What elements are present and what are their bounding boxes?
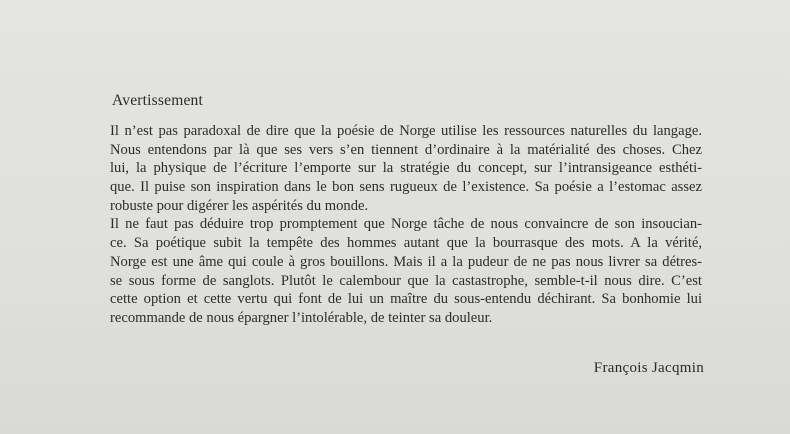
text-line: ce. Sa poétique subit la tempête des hommes autant que la bourrasque des mots. A la vérité, [110, 235, 702, 252]
page-title: Avertissement [112, 92, 203, 109]
text-line: Norge est une âme qui coule à gros bouillons. Mais il a la pudeur de ne pas nous livrer sa détres- [110, 253, 702, 270]
text-line: recommande de nous épargner l’intolérable, de teinter sa douleur. [110, 309, 493, 326]
text-line: Il n’est pas paradoxal de dire que la poésie de Norge utilise les ressources naturelles du langage. [110, 123, 702, 139]
text-line: se sous forme de sanglots. Plutôt le calembour que la castastrophe, semble-t-il nous dire. C’est [110, 272, 702, 289]
text-line: que. Il puise son inspiration dans le bon sens rugueux de l’existence. Sa poésie a l’estomac assez [110, 179, 702, 196]
body-text [110, 122, 710, 328]
text-line: Il ne faut pas déduire trop promptement que Norge tâche de nous convaincre de son insoucian- [110, 216, 702, 233]
text-line: Nous entendons par là que ses vers s’en tiennent d’ordinaire à la matérialité des choses. Chez [110, 141, 702, 158]
author-signature: François Jacqmin [593, 360, 704, 376]
text-line: cette option et cette vertu qui font de lui un maître du sous-entendu déchirant. Sa bonhomie lui [110, 291, 702, 308]
text-line: robuste pour digérer les aspérités du monde. [110, 197, 369, 214]
text-line: lui, la physique de l’écriture l’emporte sur la stratégie du concept, sur l’intransigeance esthéti- [110, 160, 702, 177]
